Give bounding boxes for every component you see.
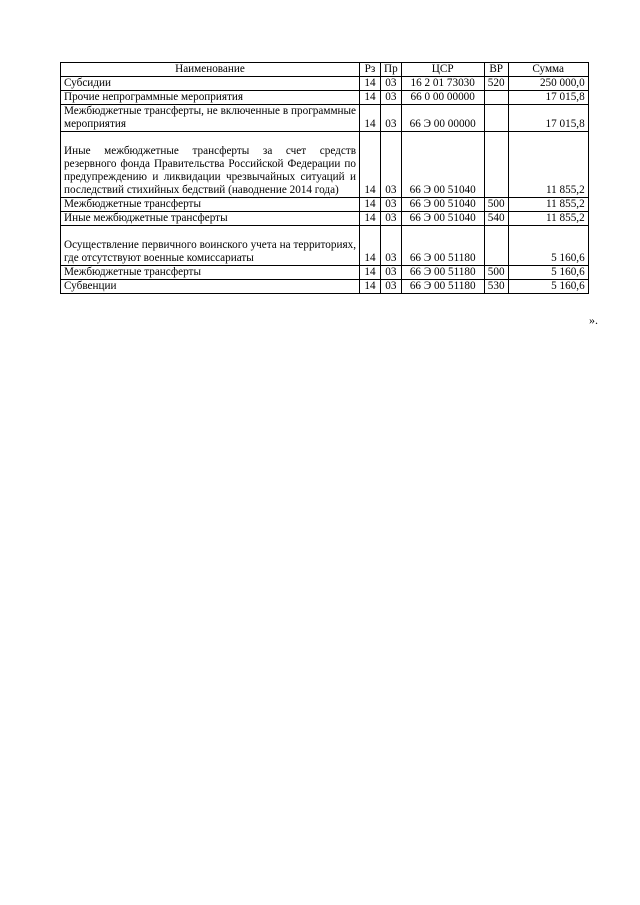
row-csr: 66 Э 00 51040 (401, 198, 484, 212)
row-rz: 14 (360, 266, 381, 280)
row-csr: 66 Э 00 51040 (401, 132, 484, 198)
row-sum: 11 855,2 (508, 198, 588, 212)
table-row (61, 77, 589, 91)
row-vr: 500 (484, 198, 508, 212)
header-pr: Пр (381, 63, 402, 77)
row-csr: 66 0 00 00000 (401, 91, 484, 105)
header-vr: ВР (484, 63, 508, 77)
row-pr: 03 (381, 132, 402, 198)
row-sum: 5 160,6 (508, 226, 588, 266)
header-csr: ЦСР (401, 63, 484, 77)
table-header-row (61, 63, 589, 77)
row-pr: 03 (381, 105, 402, 132)
row-vr (484, 105, 508, 132)
closing-quote-mark: ». (589, 313, 598, 327)
table-row (61, 198, 589, 212)
row-rz: 14 (360, 226, 381, 266)
row-csr: 66 Э 00 51180 (401, 266, 484, 280)
row-pr: 03 (381, 91, 402, 105)
header-sum: Сумма (508, 63, 588, 77)
row-csr: 66 Э 00 51180 (401, 280, 484, 294)
table-row (61, 132, 589, 198)
row-csr: 66 Э 00 00000 (401, 105, 484, 132)
row-rz: 14 (360, 105, 381, 132)
table-row (61, 266, 589, 280)
row-vr: 500 (484, 266, 508, 280)
row-pr: 03 (381, 212, 402, 226)
row-name: Субсидии (61, 77, 360, 91)
header-name: Наименование (61, 63, 360, 77)
row-vr: 530 (484, 280, 508, 294)
table-row (61, 226, 589, 266)
budget-table (60, 62, 589, 294)
row-sum: 5 160,6 (508, 266, 588, 280)
row-name: Межбюджетные трансферты, не включенные в программные мероприятия (61, 105, 360, 132)
row-sum: 17 015,8 (508, 91, 588, 105)
row-sum: 17 015,8 (508, 105, 588, 132)
row-vr (484, 226, 508, 266)
row-name: Межбюджетные трансферты (61, 198, 360, 212)
table-row (61, 105, 589, 132)
row-name: Субвенции (61, 280, 360, 294)
row-name: Иные межбюджетные трансферты за счет средств резервного фонда Правительства Российской Федерации по предупреждению и ликвидации чрезвычайных ситуаций и последствий стихийных бедствий (наводнение 2014 года) (61, 132, 360, 198)
row-sum: 11 855,2 (508, 132, 588, 198)
row-sum: 5 160,6 (508, 280, 588, 294)
row-pr: 03 (381, 198, 402, 212)
row-rz: 14 (360, 77, 381, 91)
table-row (61, 91, 589, 105)
row-vr (484, 91, 508, 105)
row-pr: 03 (381, 266, 402, 280)
row-pr: 03 (381, 280, 402, 294)
row-rz: 14 (360, 280, 381, 294)
row-rz: 14 (360, 212, 381, 226)
row-name: Иные межбюджетные трансферты (61, 212, 360, 226)
row-name: Прочие непрограммные мероприятия (61, 91, 360, 105)
row-name: Осуществление первичного воинского учета на территориях, где отсутствуют военные комиссариаты (61, 226, 360, 266)
table-row (61, 280, 589, 294)
header-rz: Рз (360, 63, 381, 77)
row-sum: 11 855,2 (508, 212, 588, 226)
row-pr: 03 (381, 77, 402, 91)
row-vr: 540 (484, 212, 508, 226)
row-rz: 14 (360, 198, 381, 212)
row-rz: 14 (360, 132, 381, 198)
table-row (61, 212, 589, 226)
row-csr: 66 Э 00 51180 (401, 226, 484, 266)
row-sum: 250 000,0 (508, 77, 588, 91)
row-vr: 520 (484, 77, 508, 91)
budget-table-container (60, 62, 589, 294)
row-rz: 14 (360, 91, 381, 105)
row-name: Межбюджетные трансферты (61, 266, 360, 280)
row-csr: 66 Э 00 51040 (401, 212, 484, 226)
row-vr (484, 132, 508, 198)
row-csr: 16 2 01 73030 (401, 77, 484, 91)
row-pr: 03 (381, 226, 402, 266)
